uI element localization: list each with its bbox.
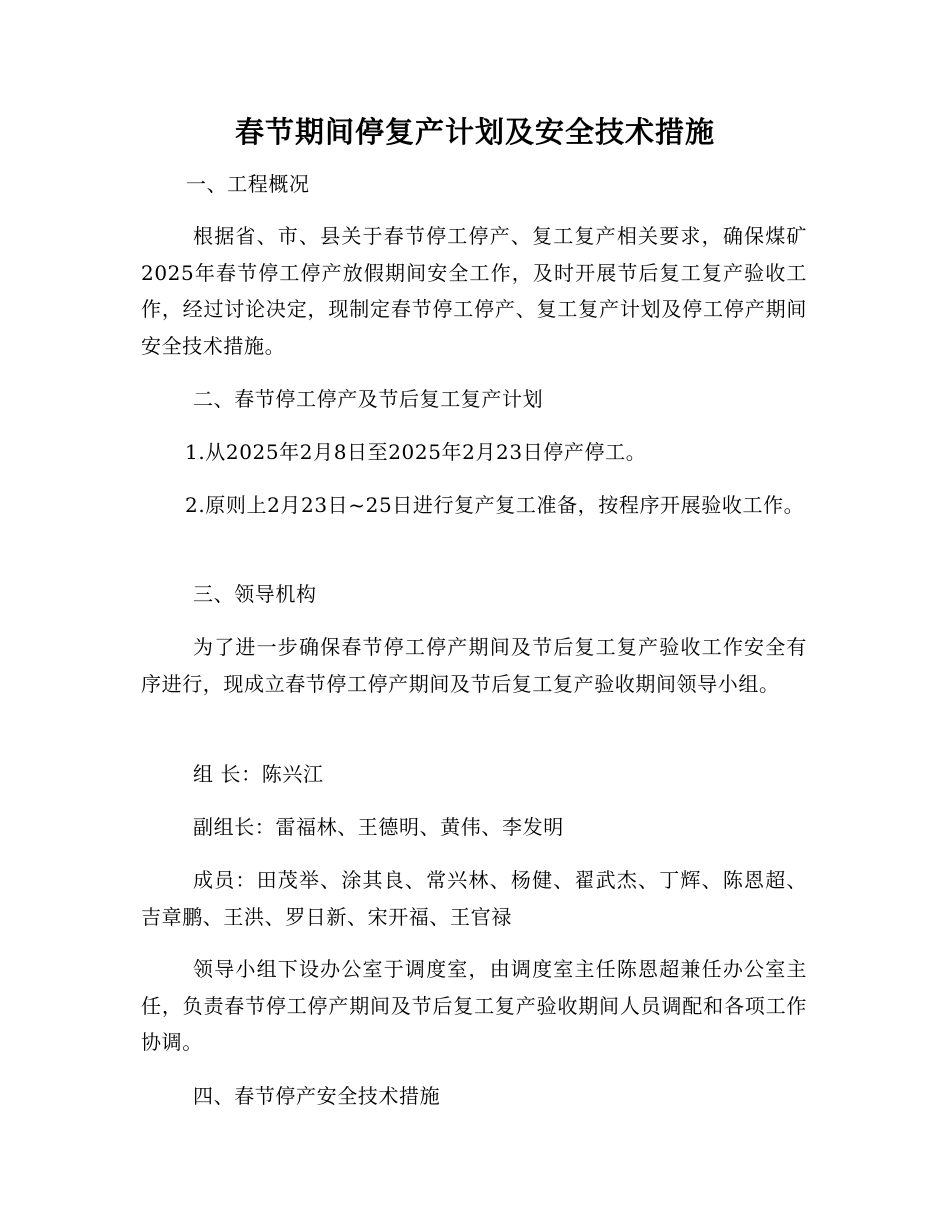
section-heading-leadership: 三、领导机构	[193, 582, 317, 606]
members-line: 成员：田茂举、涂其良、常兴林、杨健、翟武杰、丁辉、陈恩超、吉章鹏、王洪、罗日新、宋开福、王官禄	[141, 868, 807, 929]
section-heading-plan: 二、春节停工停产及节后复工复产计划	[193, 387, 544, 411]
paragraph-background: 根据省、市、县关于春节停工停产、复工复产相关要求，确保煤矿2025年春节停工停产放假期间安全工作，及时开展节后复工复产验收工作，经过讨论决定，现制定春节停工停产、复工复产计划及停工停产期间安全技术措施。	[141, 224, 807, 358]
paragraph-office: 领导小组下设办公室于调度室，由调度室主任陈恩超兼任办公室主任，负责春节停工停产期间及节后复工复产验收期间人员调配和各项工作协调。	[141, 957, 807, 1054]
paragraph-leadership-intro: 为了进一步确保春节停工停产期间及节后复工复产验收工作安全有序进行，现成立春节停工停产期间及节后复工复产验收期间领导小组。	[141, 635, 807, 696]
document-title: 春节期间停复产计划及安全技术措施	[234, 115, 715, 149]
deputy-leader-line: 副组长：雷福林、王德明、黄伟、李发明	[193, 815, 564, 839]
group-leader-line: 组 长：陈兴江	[193, 762, 324, 786]
plan-item-1: 1.从2025年2月8日至2025年2月23日停产停工。	[185, 440, 647, 464]
plan-item-2: 2.原则上2月23日~25日进行复产复工准备，按程序开展验收工作。	[185, 493, 805, 517]
section-heading-safety-measures: 四、春节停产安全技术措施	[193, 1084, 441, 1108]
section-heading-overview: 一、工程概况	[186, 172, 310, 196]
